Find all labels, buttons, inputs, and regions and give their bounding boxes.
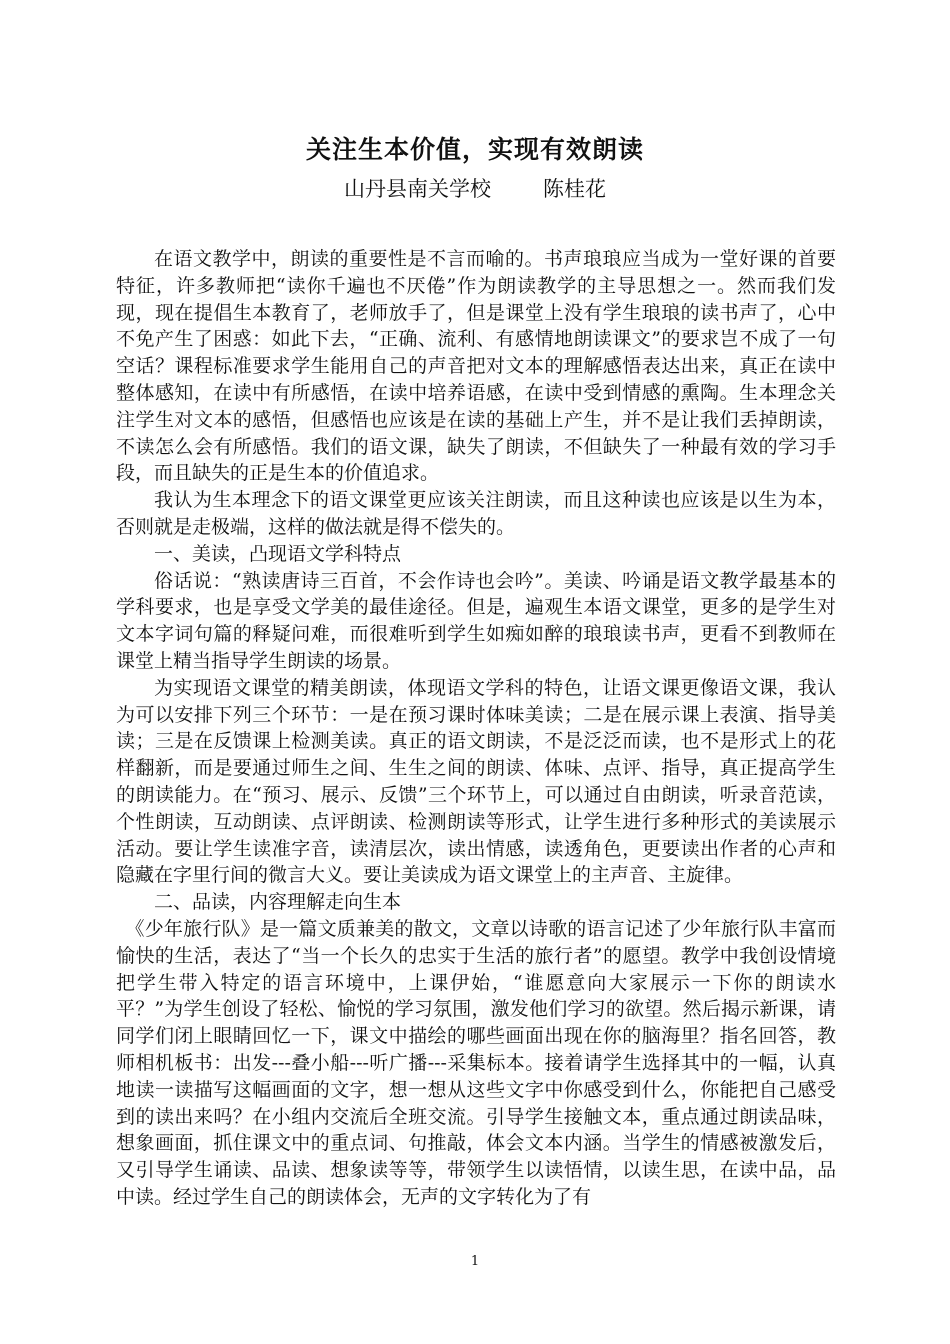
page-number: 1	[470, 1254, 480, 1269]
document-title: 关注生本价值，实现有效朗读	[305, 135, 644, 164]
paragraph: 《少年旅行队》是一篇文质兼美的散文，文章以诗歌的语言记述了少年旅行队丰富而愉快的生活，表达了“当一个长久的忠实于生活的旅行者”的愿望。教学中我创设情境把学生带入特定的语言环境中，上课伊始，“谁愿意向大家展示一下你的朗读水平？”为学生创设了轻松、愉悦的学习氛围，激发他们学习的欲望。然后揭示新课，请同学们闭上眼睛回忆一下，课文中描绘的哪些画面出现在你的脑海里？指名回答，教师相机板书：出发---叠小船---听广播---采集标本。接着请学生选择其中的一幅，认真地读一读描写这幅画面的文字，想一想从这些文字中你感受到什么，你能把自己感受到的读出来吗？在小组内交流后全班交流。引导学生接触文本，重点通过朗读品味，想象画面，抓住课文中的重点词、句推敲，体会文本内涵。当学生的情感被激发后，又引导学生诵读、品读、想象读等等，带领学生以读悟情，以读生思，在读中品，品中读。经过学生自己的朗读体会，无声的文字转化为了有	[116, 917, 836, 1208]
document-body	[116, 246, 836, 1211]
author-name: 陈桂花	[543, 177, 606, 201]
section-heading: 一、美读，凸现语文学科特点	[154, 542, 402, 565]
section-heading: 二、品读，内容理解走向生本	[154, 891, 402, 914]
paragraph: 俗话说：“熟读唐诗三百首，不会作诗也会吟”。美读、吟诵是语文教学最基本的学科要求，也是享受文学美的最佳途径。但是，遍观生本语文课堂，更多的是学生对文本字词句篇的释疑问难，而很难听到学生如痴如醉的琅琅读书声，更看不到教师在课堂上精当指导学生朗读的场景。	[116, 569, 836, 672]
byline	[0, 174, 950, 204]
paragraph: 为实现语文课堂的精美朗读，体现语文学科的特色，让语文课更像语文课，我认为可以安排下列三个环节：一是在预习课时体味美读；二是在展示课上表演、指导美读；三是在反馈课上检测美读。真正的语文朗读，不是泛泛而读，也不是形式上的花样翻新，而是要通过师生之间、生生之间的朗读、体味、点评、指导，真正提高学生的朗读能力。在“预习、展示、反馈”三个环节上，可以通过自由朗读，听录音范读，个性朗读，互动朗读、点评朗读、检测朗读等形式，让学生进行多种形式的美读展示活动。要让学生读准字音，读清层次，读出情感，读透角色，更要读出作者的心声和隐藏在字里行间的微言大义。要让美读成为语文课堂上的主声音、主旋律。	[116, 676, 836, 887]
paragraph: 我认为生本理念下的语文课堂更应该关注朗读，而且这种读也应该是以生为本，否则就是走极端，这样的做法就是得不偿失的。	[116, 489, 836, 538]
school-name: 山丹县南关学校	[344, 177, 491, 201]
paragraph: 在语文教学中，朗读的重要性是不言而喻的。书声琅琅应当成为一堂好课的首要特征，许多教师把“读你千遍也不厌倦”作为朗读教学的主导思想之一。然而我们发现，现在提倡生本教育了，老师放手了，但是课堂上没有学生琅琅的读书声了，心中不免产生了困惑：如此下去，“正确、流利、有感情地朗读课文”的要求岂不成了一句空话？课程标准要求学生能用自己的声音把对文本的理解感悟表达出来，真正在读中整体感知，在读中有所感悟，在读中培养语感，在读中受到情感的熏陶。生本理念关注学生对文本的感悟，但感悟也应该是在读的基础上产生，并不是让我们丢掉朗读，不读怎么会有所感悟。我们的语文课，缺失了朗读，不但缺失了一种最有效的学习手段，而且缺失的正是生本的价值追求。	[116, 248, 836, 485]
